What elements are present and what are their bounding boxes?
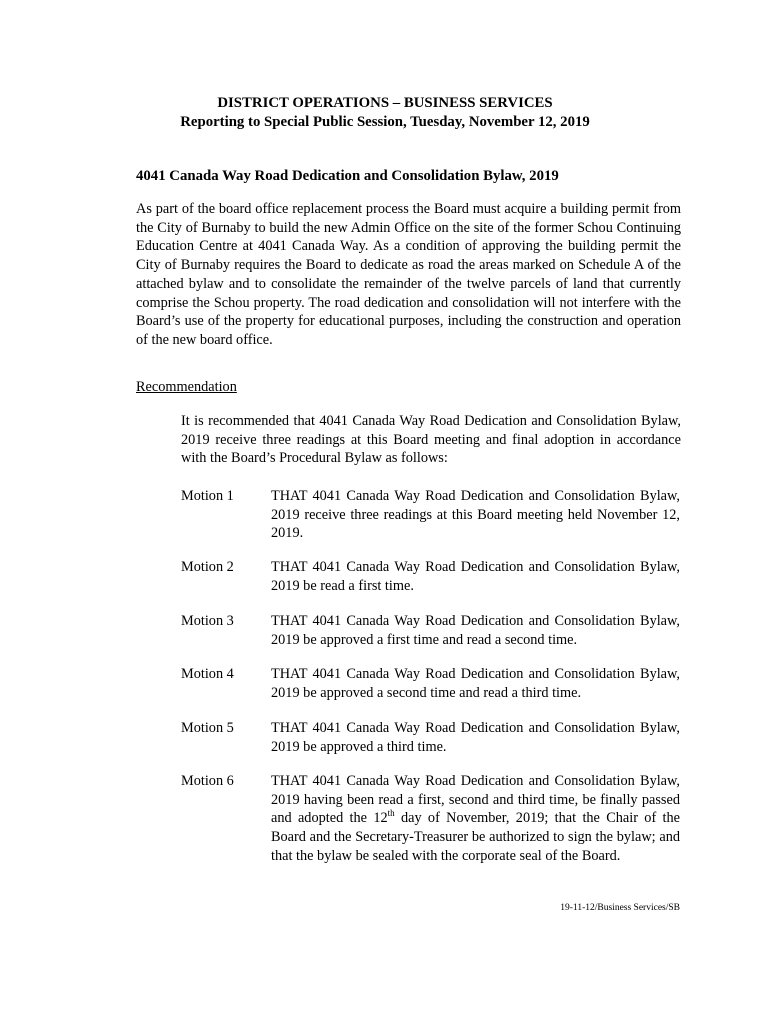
motion-label: Motion 2 xyxy=(181,559,234,575)
recommendation-paragraph: It is recommended that 4041 Canada Way Road Dedication and Consolidation Bylaw, 2019 receive three readings at this Board meeting and final adoption in accordance with the Board’s Procedural Bylaw as follows: xyxy=(181,413,681,467)
motion-text: THAT 4041 Canada Way Road Dedication and Consolidation Bylaw, 2019 receive three readings at this Board meeting held November 12, 2019. xyxy=(271,488,680,542)
recommendation-heading: Recommendation xyxy=(136,379,237,395)
motion-text: THAT 4041 Canada Way Road Dedication and Consolidation Bylaw, 2019 be approved a third time. xyxy=(271,720,680,755)
motion-label: Motion 5 xyxy=(181,720,234,736)
motion-text xyxy=(271,772,680,866)
motion-label: Motion 1 xyxy=(181,488,234,504)
motion-text: THAT 4041 Canada Way Road Dedication and Consolidation Bylaw, 2019 be read a first time. xyxy=(271,559,680,594)
ordinal-suffix: th xyxy=(387,808,395,819)
motion-label: Motion 6 xyxy=(181,773,234,789)
session-subtitle: Reporting to Special Public Session, Tuesday, November 12, 2019 xyxy=(180,114,590,130)
motion-text: THAT 4041 Canada Way Road Dedication and Consolidation Bylaw, 2019 be approved a first time and read a second time. xyxy=(271,613,680,648)
motion-text-part: THAT 4041 Canada Way Road Dedication and Consolidation Bylaw, 2019 having been read a first, second and third time, be finally passed and adopted the 12 xyxy=(271,773,680,827)
motion-text-part: day of November, 2019; that the Chair of the Board and the Secretary-Treasurer be authorized to sign the bylaw; and that the bylaw be sealed with the corporate seal of the Board. xyxy=(271,810,680,864)
motion-label: Motion 3 xyxy=(181,613,234,629)
department-title: DISTRICT OPERATIONS – BUSINESS SERVICES xyxy=(217,95,553,111)
intro-paragraph: As part of the board office replacement process the Board must acquire a building permit from the City of Burnaby to build the new Admin Office on the site of the former Schou Continuing Education Centre at 4041 Canada Way. As a condition of approving the building permit the City of Burnaby requires the Board to dedicate as road the areas marked on Schedule A of the attached bylaw and to consolidate the remainder of the twelve parcels of land that currently comprise the Schou property. The road dedication and consolidation will not interfere with the Board’s use of the property for educational purposes, including the construction and operation of the new board office. xyxy=(136,201,681,348)
motion-label: Motion 4 xyxy=(181,666,234,682)
motion-text: THAT 4041 Canada Way Road Dedication and Consolidation Bylaw, 2019 be approved a second time and read a third time. xyxy=(271,666,680,701)
bylaw-heading: 4041 Canada Way Road Dedication and Consolidation Bylaw, 2019 xyxy=(136,168,559,184)
footer-reference: 19-11-12/Business Services/SB xyxy=(560,903,680,913)
